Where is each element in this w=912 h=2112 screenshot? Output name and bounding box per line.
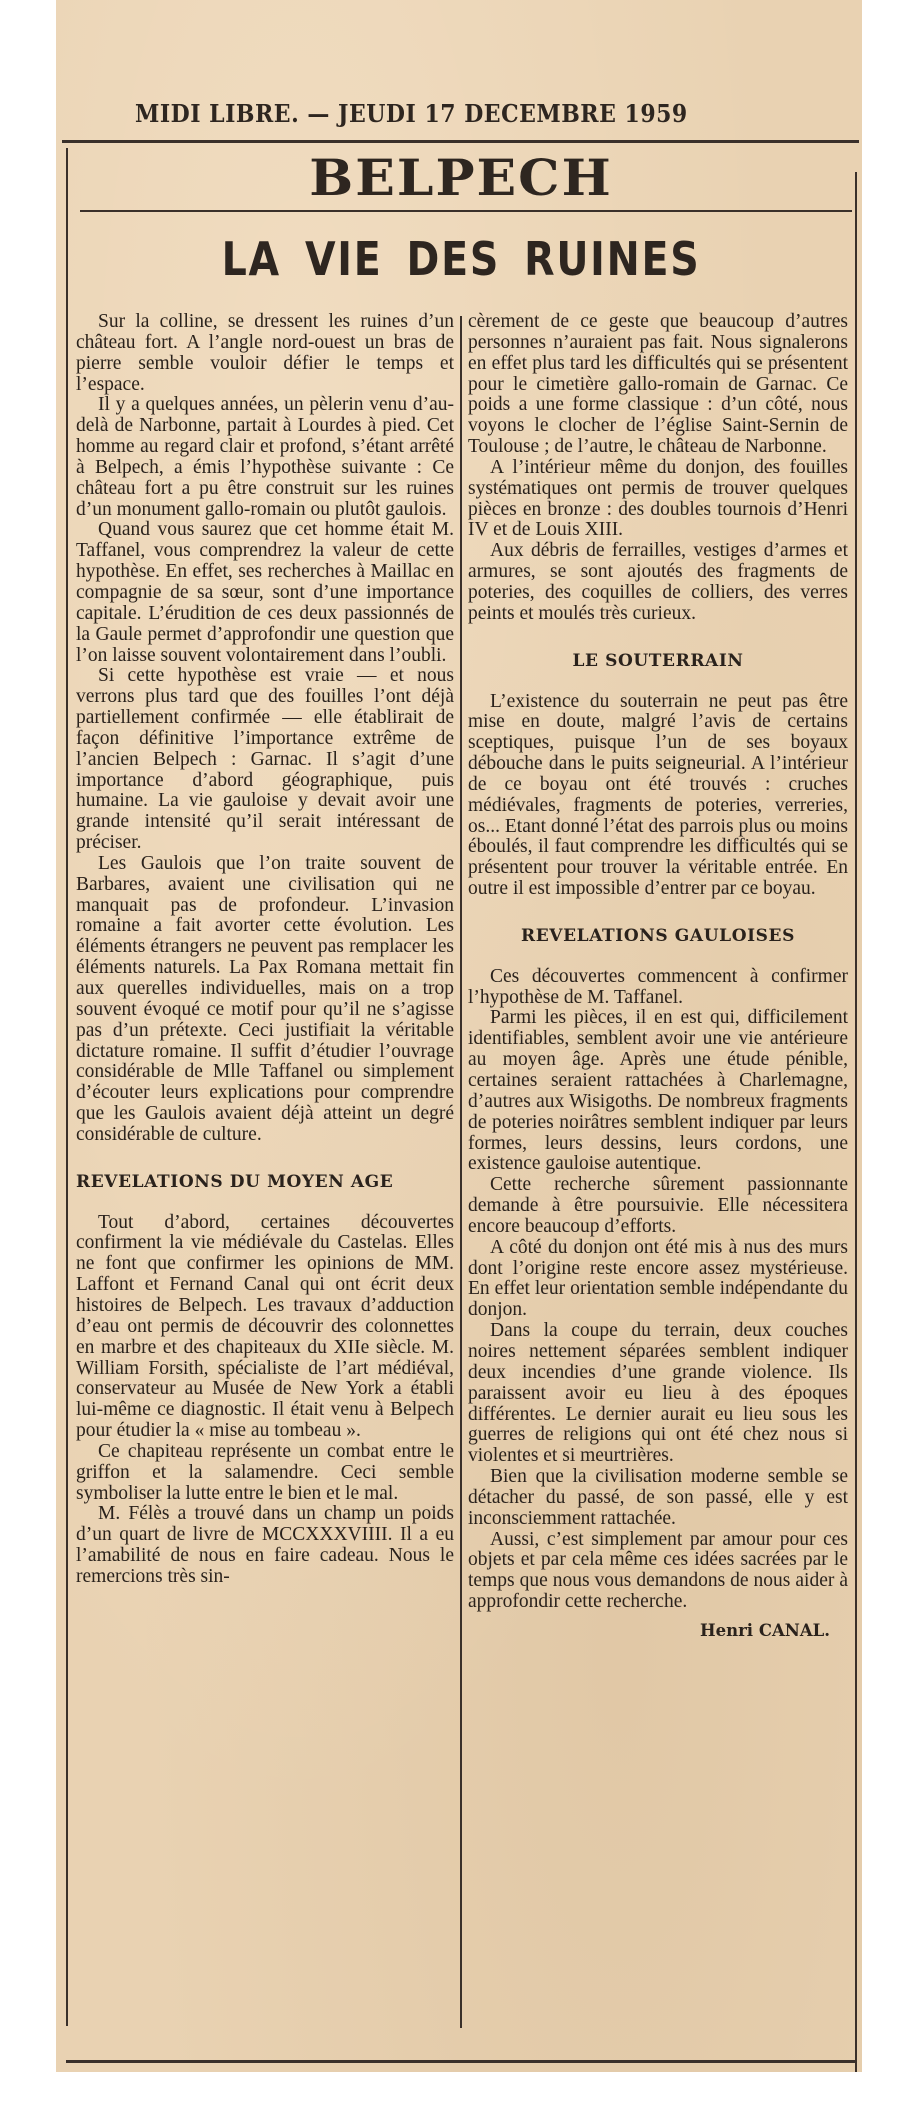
kicker-rule bbox=[80, 210, 852, 212]
left-frame-line bbox=[66, 148, 68, 2026]
section-heading-gauloises: REVELATIONS GAULOISES bbox=[521, 925, 795, 946]
paragraph: Cette recherche sûrement passionnante demande à être poursuivie. Elle nécessitera encore beaucoup d’efforts. bbox=[468, 1174, 848, 1237]
paragraph: L’existence du souterrain ne peut pas être mise en doute, malgré l’avis de certains sceptiques, puisque l’un de ses boyaux débouche dans le puits seigneurial. A l’intérieur de ce boyau ont été trouvés : cruches médiévales, fragments de poteries, verreries, os... Etant donné l’état des parrois plus ou moins éboulés, il faut comprendre les difficultés qui se présentent pour trouver la véritable entrée. En outre il est impossible d’entrer par ce boyau. bbox=[468, 690, 848, 900]
right-column bbox=[468, 312, 848, 1642]
paragraph: Ce chapiteau représente un combat entre le griffon et la salamendre. Ceci semble symboliser la lutte entre le bien et le mal. bbox=[76, 1440, 454, 1504]
bottom-rule bbox=[66, 2060, 856, 2063]
right-frame-line bbox=[855, 172, 857, 2072]
paragraph: Tout d’abord, certaines découvertes confirment la vie médiévale du Castelas. Elles ne font que confirmer les opinions de MM. Laffont et Fernand Canal qui ont écrit deux histoires de Belpech. Les travaux d’adduction d’eau ont permis de découvrir des colonnettes en marbre et des chapiteaux du XIIe siècle. M. William Forsith, spécialiste de l’art médiéval, conservateur au Musée de New York a établi lui-même ce diagnostic. Il était venu à Belpech pour étudier la « mise au tombeau ». bbox=[76, 1211, 454, 1442]
paragraph: Il y a quelques années, un pèlerin venu d’au-delà de Narbonne, partait à Lourdes à pied. Cet homme au regard clair et profond, s’étant arrêté à Belpech, a émis l’hypothèse suivante : Ce château fort a pu être construit sur les ruines d’un monument gallo-romain ou plutôt gaulois. bbox=[76, 394, 454, 520]
paragraph: Les Gaulois que l’on traite souvent de Barbares, avaient une civilisation qui ne manquait pas de profondeur. L’invasion romaine a fait avorter cette évolution. Les éléments étrangers ne peuvent pas remplacer les éléments naturels. La Pax Romana mettait fin aux querelles individuelles, mais on a trop souvent évoqué ce motif pour qu’il ne s’agisse pas d’un prétexte. Ceci justifiait la véritable dictature romaine. Il suffit d’étudier l’ouvrage considérable de Mlle Taffanel ou simplement d’écouter leurs explications pour comprendre que les Gaulois avaient déjà atteint un degré considérable de culture. bbox=[76, 852, 454, 1145]
paragraph: M. Félès a trouvé dans un champ un poids d’un quart de livre de MCCXXXVIIII. Il a eu l’amabilité de nous en faire cadeau. Nous le remercions très sin- bbox=[76, 1503, 454, 1587]
article-kicker: BELPECH bbox=[309, 149, 613, 208]
paragraph: Quand vous saurez que cet homme était M. Taffanel, vous comprendrez la valeur de cette hypothèse. En effet, ses recherches à Maillac en compagnie de sa sœur, sont d’une importance capitale. L’érudition de ces deux passionnés de la Gaule permet d’approfondir une question que l’on laisse souvent volontairement dans l’oubli. bbox=[76, 519, 454, 666]
paragraph: A côté du donjon ont été mis à nus des murs dont l’origine reste encore assez mystérieuse. En effet leur orientation semble indépendante du donjon. bbox=[468, 1236, 848, 1321]
section-heading-souterrain: LE SOUTERRAIN bbox=[572, 650, 744, 671]
left-column bbox=[76, 312, 454, 1588]
newspaper-masthead: MIDI LIBRE. — JEUDI 17 DECEMBRE 1959 bbox=[135, 100, 688, 129]
top-rule bbox=[62, 140, 859, 143]
section-heading-moyen-age: REVELATIONS DU MOYEN AGE bbox=[76, 1171, 394, 1192]
paragraph: Aux débris de ferrailles, vestiges d’armes et armures, se sont ajoutés des fragments de poteries, des coquilles de colliers, des verres peints et moulés très curieux. bbox=[468, 540, 848, 624]
paragraph: Dans la coupe du terrain, deux couches noires nettement séparées semblent indiquer deux incendies d’une grande violence. Ils paraissent avoir eu lieu à des époques différentes. Le dernier aurait eu lieu sous les guerres de religions qui ont été chez nous si violentes et si meurtrières. bbox=[468, 1320, 848, 1467]
paragraph: Aussi, c’est simplement par amour pour ces objets et par cela même ces idées sacrées par le temps que nous vous demandons de nous aider à approfondir cette recherche. bbox=[468, 1528, 848, 1613]
paragraph: Parmi les pièces, il en est qui, difficilement identifiables, semblent avoir une vie antérieure au moyen âge. Après une étude pénible, certaines seraient rattachées à Charlemagne, d’autres aux Wisigoths. De nombreux fragments de poteries noirâtres semblent indiquer par leurs formes, leurs dessins, leurs cordons, une existence gauloise autentique. bbox=[468, 1007, 848, 1175]
column-divider bbox=[460, 316, 462, 2028]
paragraph: Sur la colline, se dressent les ruines d’un château fort. A l’angle nord-ouest un bras de pierre semble vouloir défier le temps et l’espace. bbox=[76, 311, 454, 395]
article-headline: LA VIE DES RUINES bbox=[221, 232, 701, 286]
author-signature: Henri CANAL. bbox=[700, 1620, 830, 1640]
paragraph: Ces découvertes commencent à confirmer l’hypothèse de M. Taffanel. bbox=[468, 965, 848, 1008]
paragraph: A l’intérieur même du donjon, des fouilles systématiques ont permis de trouver quelques pièces en bronze : des doubles tournois d’Henri IV et de Louis XIII. bbox=[468, 456, 848, 541]
paragraph: cèrement de ce geste que beaucoup d’autres personnes n’auraient pas fait. Nous signalerons en effet plus tard les difficultés qui se présentent pour le cimetière gallo-romain de Garnac. Ce poids a une forme classique : d’un côté, nous voyons le clocher de l’église Saint-Sernin de Toulouse ; de l’autre, le château de Narbonne. bbox=[468, 311, 848, 458]
paragraph: Si cette hypothèse est vraie — et nous verrons plus tard que des fouilles l’ont déjà partiellement confirmée — elle établirait de façon définitive l’importance extrême de l’ancien Belpech : Garnac. Il s’agit d’une importance d’abord géographique, puis humaine. La vie gauloise y devait avoir une grande intensité qu’il serait intéressant de préciser. bbox=[76, 665, 454, 854]
paragraph: Bien que la civilisation moderne semble se détacher du passé, de son passé, elle y est inconsciemment rattachée. bbox=[468, 1466, 848, 1529]
